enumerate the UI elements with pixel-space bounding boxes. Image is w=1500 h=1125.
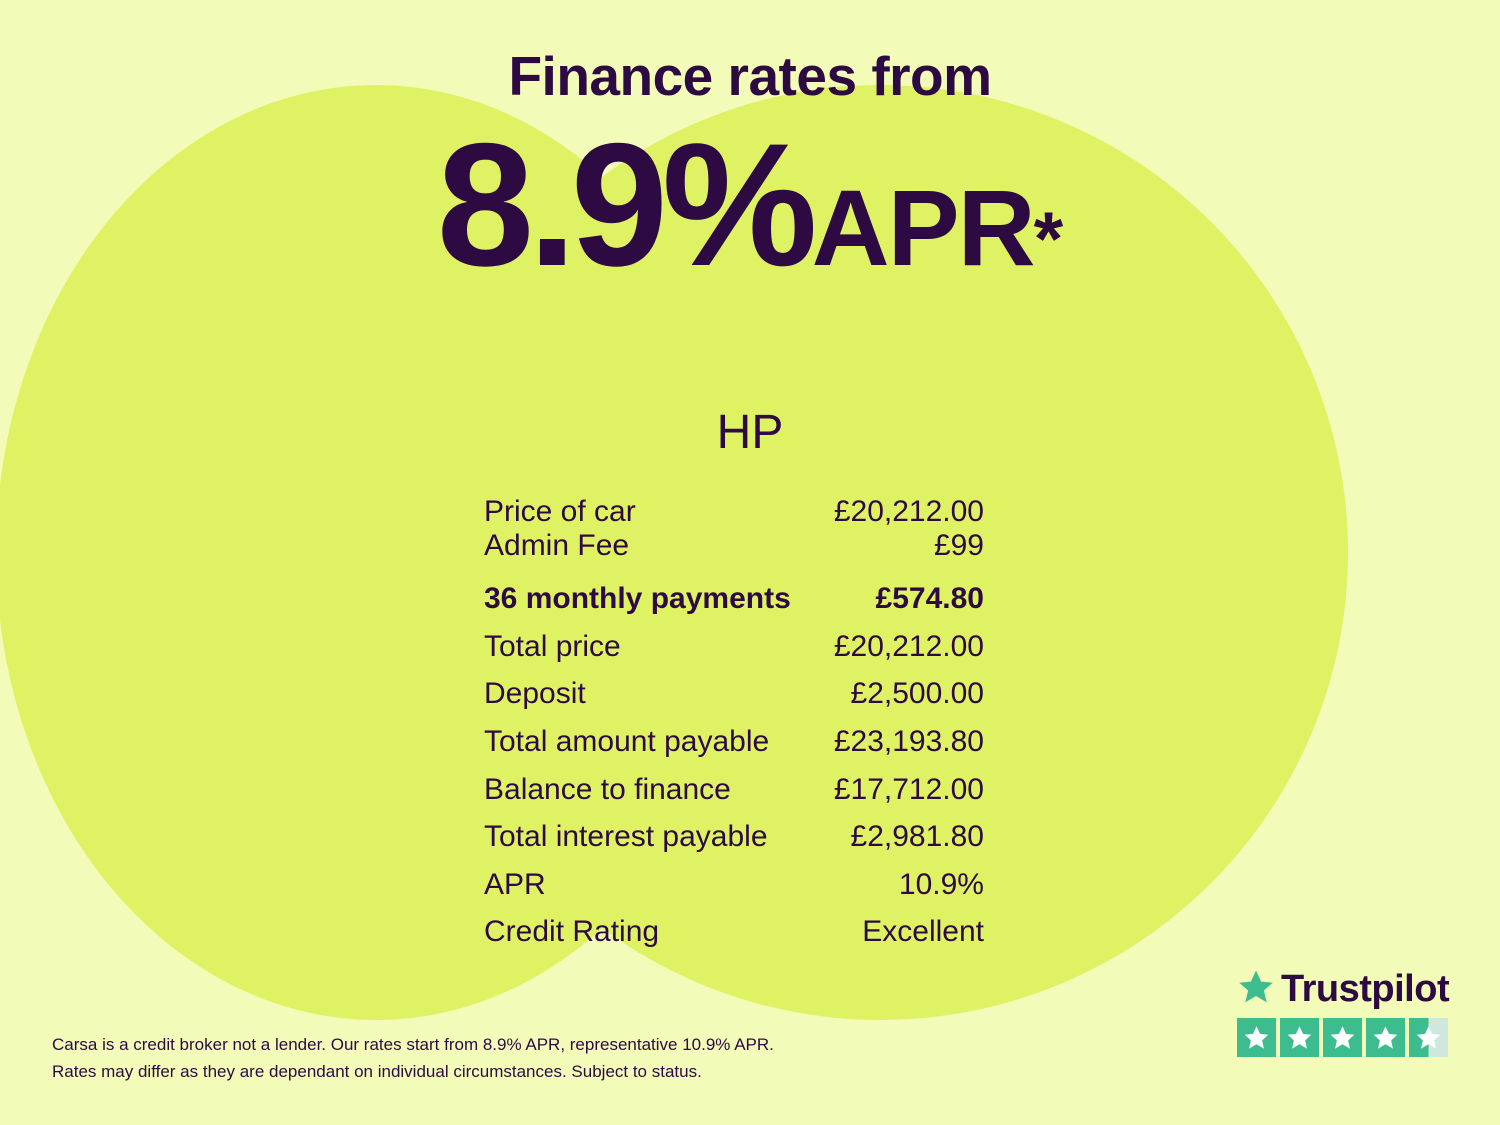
trustpilot-badge <box>1237 968 1452 1057</box>
row-label: APR <box>484 867 546 901</box>
row-label: Total price <box>484 629 621 663</box>
table-row <box>484 495 984 529</box>
disclaimer-text <box>52 1031 774 1085</box>
table-row <box>484 529 984 563</box>
trustpilot-header <box>1237 968 1452 1011</box>
row-label: Admin Fee <box>484 528 630 562</box>
product-title: HP <box>716 406 784 459</box>
row-value: £574.80 <box>875 582 984 616</box>
table-row <box>484 915 984 949</box>
row-value: £2,500.00 <box>850 677 984 711</box>
trustpilot-rating-stars <box>1237 1018 1452 1057</box>
rate-display <box>0 108 1500 303</box>
row-label: Balance to finance <box>484 772 731 806</box>
rate-asterisk: * <box>1033 197 1064 282</box>
table-row <box>484 677 984 711</box>
row-label: Total interest payable <box>484 820 768 854</box>
disclaimer-line-2: Rates may differ as they are dependant on individual circumstances. Subject to status. <box>52 1061 702 1081</box>
rating-star-4 <box>1366 1018 1405 1057</box>
row-label: Deposit <box>484 677 586 711</box>
rate-value: 8.9% <box>436 108 812 303</box>
table-row <box>484 820 984 854</box>
finance-breakdown-table <box>484 495 984 949</box>
row-value: £20,212.00 <box>833 495 984 528</box>
row-label: Price of car <box>484 495 636 528</box>
page-title: Finance rates from <box>508 45 992 107</box>
table-row <box>484 725 984 759</box>
row-label: Total amount payable <box>484 724 770 758</box>
row-label: 36 monthly payments <box>484 582 791 616</box>
trustpilot-name: Trustpilot <box>1281 968 1450 1010</box>
rating-star-1 <box>1237 1018 1276 1057</box>
table-row <box>484 868 984 902</box>
trustpilot-star-icon <box>1237 968 1275 1011</box>
table-row-highlight <box>484 582 984 616</box>
disclaimer-line-1: Carsa is a credit broker not a lender. Our rates start from 8.9% APR, representative 10.9% APR. <box>52 1034 774 1054</box>
row-value: £20,212.00 <box>833 629 984 663</box>
row-value: £23,193.80 <box>833 724 984 758</box>
table-row <box>484 773 984 807</box>
table-row <box>484 630 984 664</box>
row-label: Credit Rating <box>484 915 660 949</box>
rate-suffix: APR <box>811 167 1034 288</box>
row-value: 10.9% <box>898 867 984 901</box>
rating-star-5 <box>1409 1018 1448 1057</box>
row-value: £2,981.80 <box>850 820 984 854</box>
rating-star-3 <box>1323 1018 1362 1057</box>
row-value: Excellent <box>862 915 984 949</box>
row-value: £17,712.00 <box>833 772 984 806</box>
rating-star-2 <box>1280 1018 1319 1057</box>
row-value: £99 <box>933 528 984 562</box>
